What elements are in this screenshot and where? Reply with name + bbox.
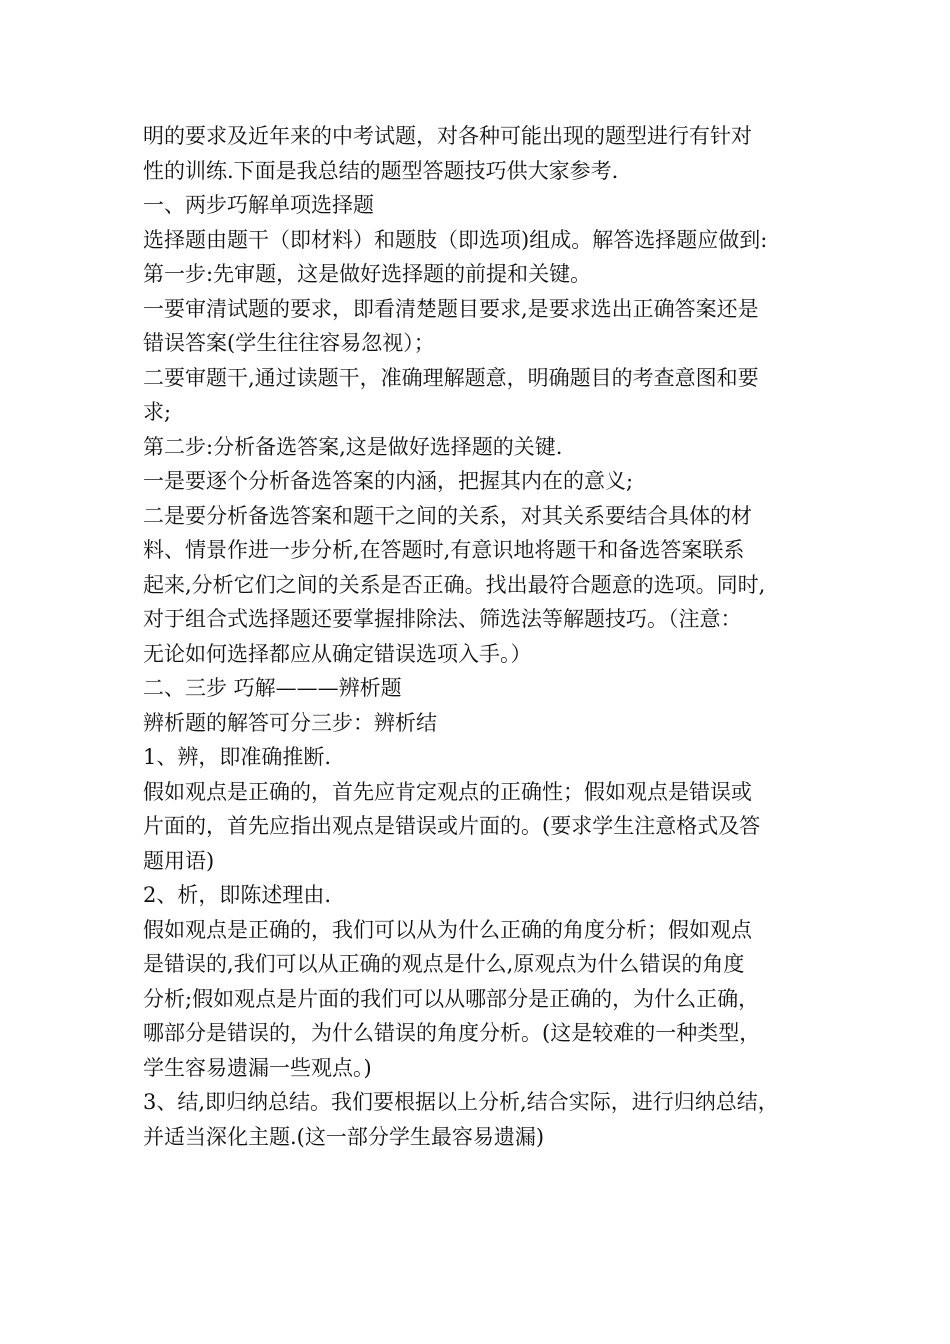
- text-line: 求;: [143, 400, 172, 424]
- text-line: 二是要分析备选答案和题干之间的关系，对其关系要结合具体的材: [143, 503, 752, 528]
- document-body: [143, 119, 833, 1154]
- text-line: 无论如何选择都应从确定错误选项入手。）: [143, 641, 532, 666]
- text-line: 辨析题的解答可分三步：辨析结: [143, 710, 437, 735]
- section-heading: 一、两步巧解单项选择题: [143, 193, 374, 217]
- text-line: 假如观点是正确的，首先应肯定观点的正确性；假如观点是错误或: [143, 779, 752, 804]
- text-line: 第一步:先审题，这是做好选择题的前提和关键。: [143, 262, 592, 286]
- text-line: 3、结,即归纳总结。我们要根据以上分析,结合实际，进行归纳总结，: [143, 1090, 779, 1114]
- text-line: 性的训练.下面是我总结的题型答题技巧供大家参考.: [143, 158, 619, 183]
- text-line: 对于组合式选择题还要掌握排除法、筛选法等解题技巧。（注意：: [143, 607, 742, 631]
- text-line: 起来,分析它们之间的关系是否正确。找出最符合题意的选项。同时,: [143, 572, 766, 597]
- text-line: 假如观点是正确的，我们可以从为什么正确的角度分析；假如观点: [143, 917, 752, 942]
- text-line: 1、辨，即准确推断.: [143, 745, 332, 769]
- text-line: 选择题由题干（即材料）和题肢（即选项)组成。解答选择题应做到:: [143, 227, 768, 252]
- text-line: 分析;假如观点是片面的我们可以从哪部分是正确的，为什么正确，: [143, 986, 760, 1011]
- section-heading: 二、三步 巧解———辨析题: [143, 676, 402, 700]
- text-line: 明的要求及近年来的中考试题，对各种可能出现的题型进行有针对: [143, 124, 752, 148]
- text-line: 错误答案(学生往往容易忽视）；: [143, 331, 435, 355]
- text-line: 料、情景作进一步分析,在答题时,有意识地将题干和备选答案联系: [143, 538, 745, 562]
- text-line: 片面的，首先应指出观点是错误或片面的。(要求学生注意格式及答: [143, 814, 761, 838]
- text-line: 二要审题干,通过读题干，准确理解题意，明确题目的考查意图和要: [143, 365, 759, 390]
- text-line: 学生容易遗漏一些观点。): [143, 1055, 372, 1080]
- text-line: 2、析，即陈述理由.: [143, 883, 332, 907]
- text-line: 并适当深化主题.(这一部分学生最容易遗漏): [143, 1124, 545, 1149]
- text-line: 第二步:分析备选答案,这是做好选择题的关键.: [143, 434, 563, 459]
- text-line: 题用语): [143, 848, 215, 873]
- text-line: 一是要逐个分析备选答案的内涵，把握其内在的意义;: [143, 469, 634, 493]
- text-line: 哪部分是错误的，为什么错误的角度分析。(这是较难的一种类型，: [143, 1021, 761, 1045]
- text-line: 一要审清试题的要求，即看清楚题目要求,是要求选出正确答案还是: [143, 296, 759, 321]
- text-line: 是错误的,我们可以从正确的观点是什么,原观点为什么错误的角度: [143, 952, 745, 976]
